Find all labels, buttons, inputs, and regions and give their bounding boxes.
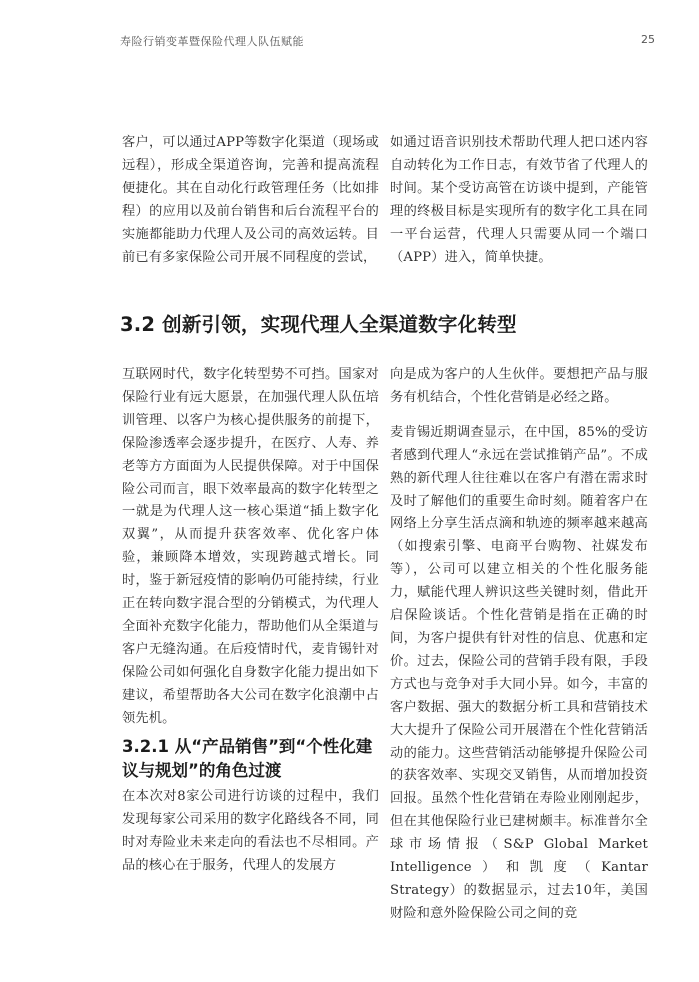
section-heading: 3.2 创新引领，实现代理人全渠道数字化转型 [120, 313, 517, 336]
top-left-column [122, 132, 379, 269]
section-right-paragraph-2: 麦肯锡近期调查显示，在中国，85%的受访者感到代理人“永远在尝试推销产品”。不成熟的新代理人往往难以在客户有潜在需求时及时了解他们的重要生命时刻。随着客户在网络上分享生活点滴和轨迹的频率越来越高（如搜索引擎、电商平台购物、社媒发布等），公司可以建立相关的个性化服务能力，赋能代理人辨识这些关键时刻，借此开启保险谈话。个性化营销是指在正确的时间，为客户提供有针对性的信息、优惠和定价。过去，保险公司的营销手段有限，手段方式也与竞争对手大同小异。如今，丰富的客户数据、强大的数据分析工具和营销技术大大提升了保险公司开展潜在个性化营销活动的能力。这些营销活动能够提升保险公司的获客效率、实现交叉销售，从而增加投资回报。虽然个性化营销在寿险业刚刚起步，但在其他保险行业已建树颇丰。标准普尔全球市场情报（S&P Global Market Intelligence）和凯度（Kantar Strategy）的数据显示，过去10年，美国财险和意外险保险公司之间的竞 [390, 424, 648, 921]
subsection-left-column [122, 786, 379, 878]
section-right-column [390, 364, 648, 926]
section-left-column [122, 364, 379, 731]
top-right-column [390, 132, 648, 269]
section-left-paragraph-2: 在本次对8家公司进行访谈的过程中，我们发现每家公司采用的数字化路线各不同，同时对寿险业未来走向的看法也不尽相同。产品的核心在于服务，代理人的发展方 [122, 789, 379, 873]
page-number: 25 [641, 33, 655, 46]
subsection-heading: 3.2.1 从“产品销售”到“个性化建议与规划”的角色过渡 [122, 737, 373, 780]
top-left-paragraph: 客户，可以通过APP等数字化渠道（现场或远程），形成全渠道咨询，完善和提高流程便捷化。其在自动化行政管理任务（比如排程）的应用以及前台销售和后台流程平台的实施都能助力代理人及公司的高效运转。目前已有多家保险公司开展不同程度的尝试， [122, 135, 379, 265]
section-right-paragraph-1: 向是成为客户的人生伙伴。要想把产品与服务有机结合，个性化营销是必经之路。 [390, 367, 648, 405]
section-left-paragraph-1: 互联网时代，数字化转型势不可挡。国家对保险行业有远大愿景，在加强代理人队伍培训管理、以客户为核心提供服务的前提下，保险渗透率会逐步提升，在医疗、人寿、养老等方方面面为人民提供保障。对于中国保险公司而言，眼下效率最高的数字化转型之一就是为代理人这一核心渠道“插上数字化双翼”，从而提升获客效率、优化客户体验，兼顾降本增效，实现跨越式增长。同时，鉴于新冠疫情的影响仍可能持续，行业正在转向数字混合型的分销模式，为代理人全面补充数字化能力，帮助他们从全渠道与客户无缝沟通。在后疫情时代，麦肯锡针对保险公司如何强化自身数字化能力提出如下建议，希望帮助各大公司在数字化浪潮中占领先机。 [122, 367, 379, 726]
top-right-paragraph: 如通过语音识别技术帮助代理人把口述内容自动转化为工作日志，有效节省了代理人的时间。某个受访高管在访谈中提到，产能管理的终极目标是实现所有的数字化工具在同一平台运营，代理人只需要从同一个端口（APP）进入，简单快捷。 [390, 135, 648, 265]
running-header-title: 寿险行销变革暨保险代理人队伍赋能 [120, 35, 304, 48]
